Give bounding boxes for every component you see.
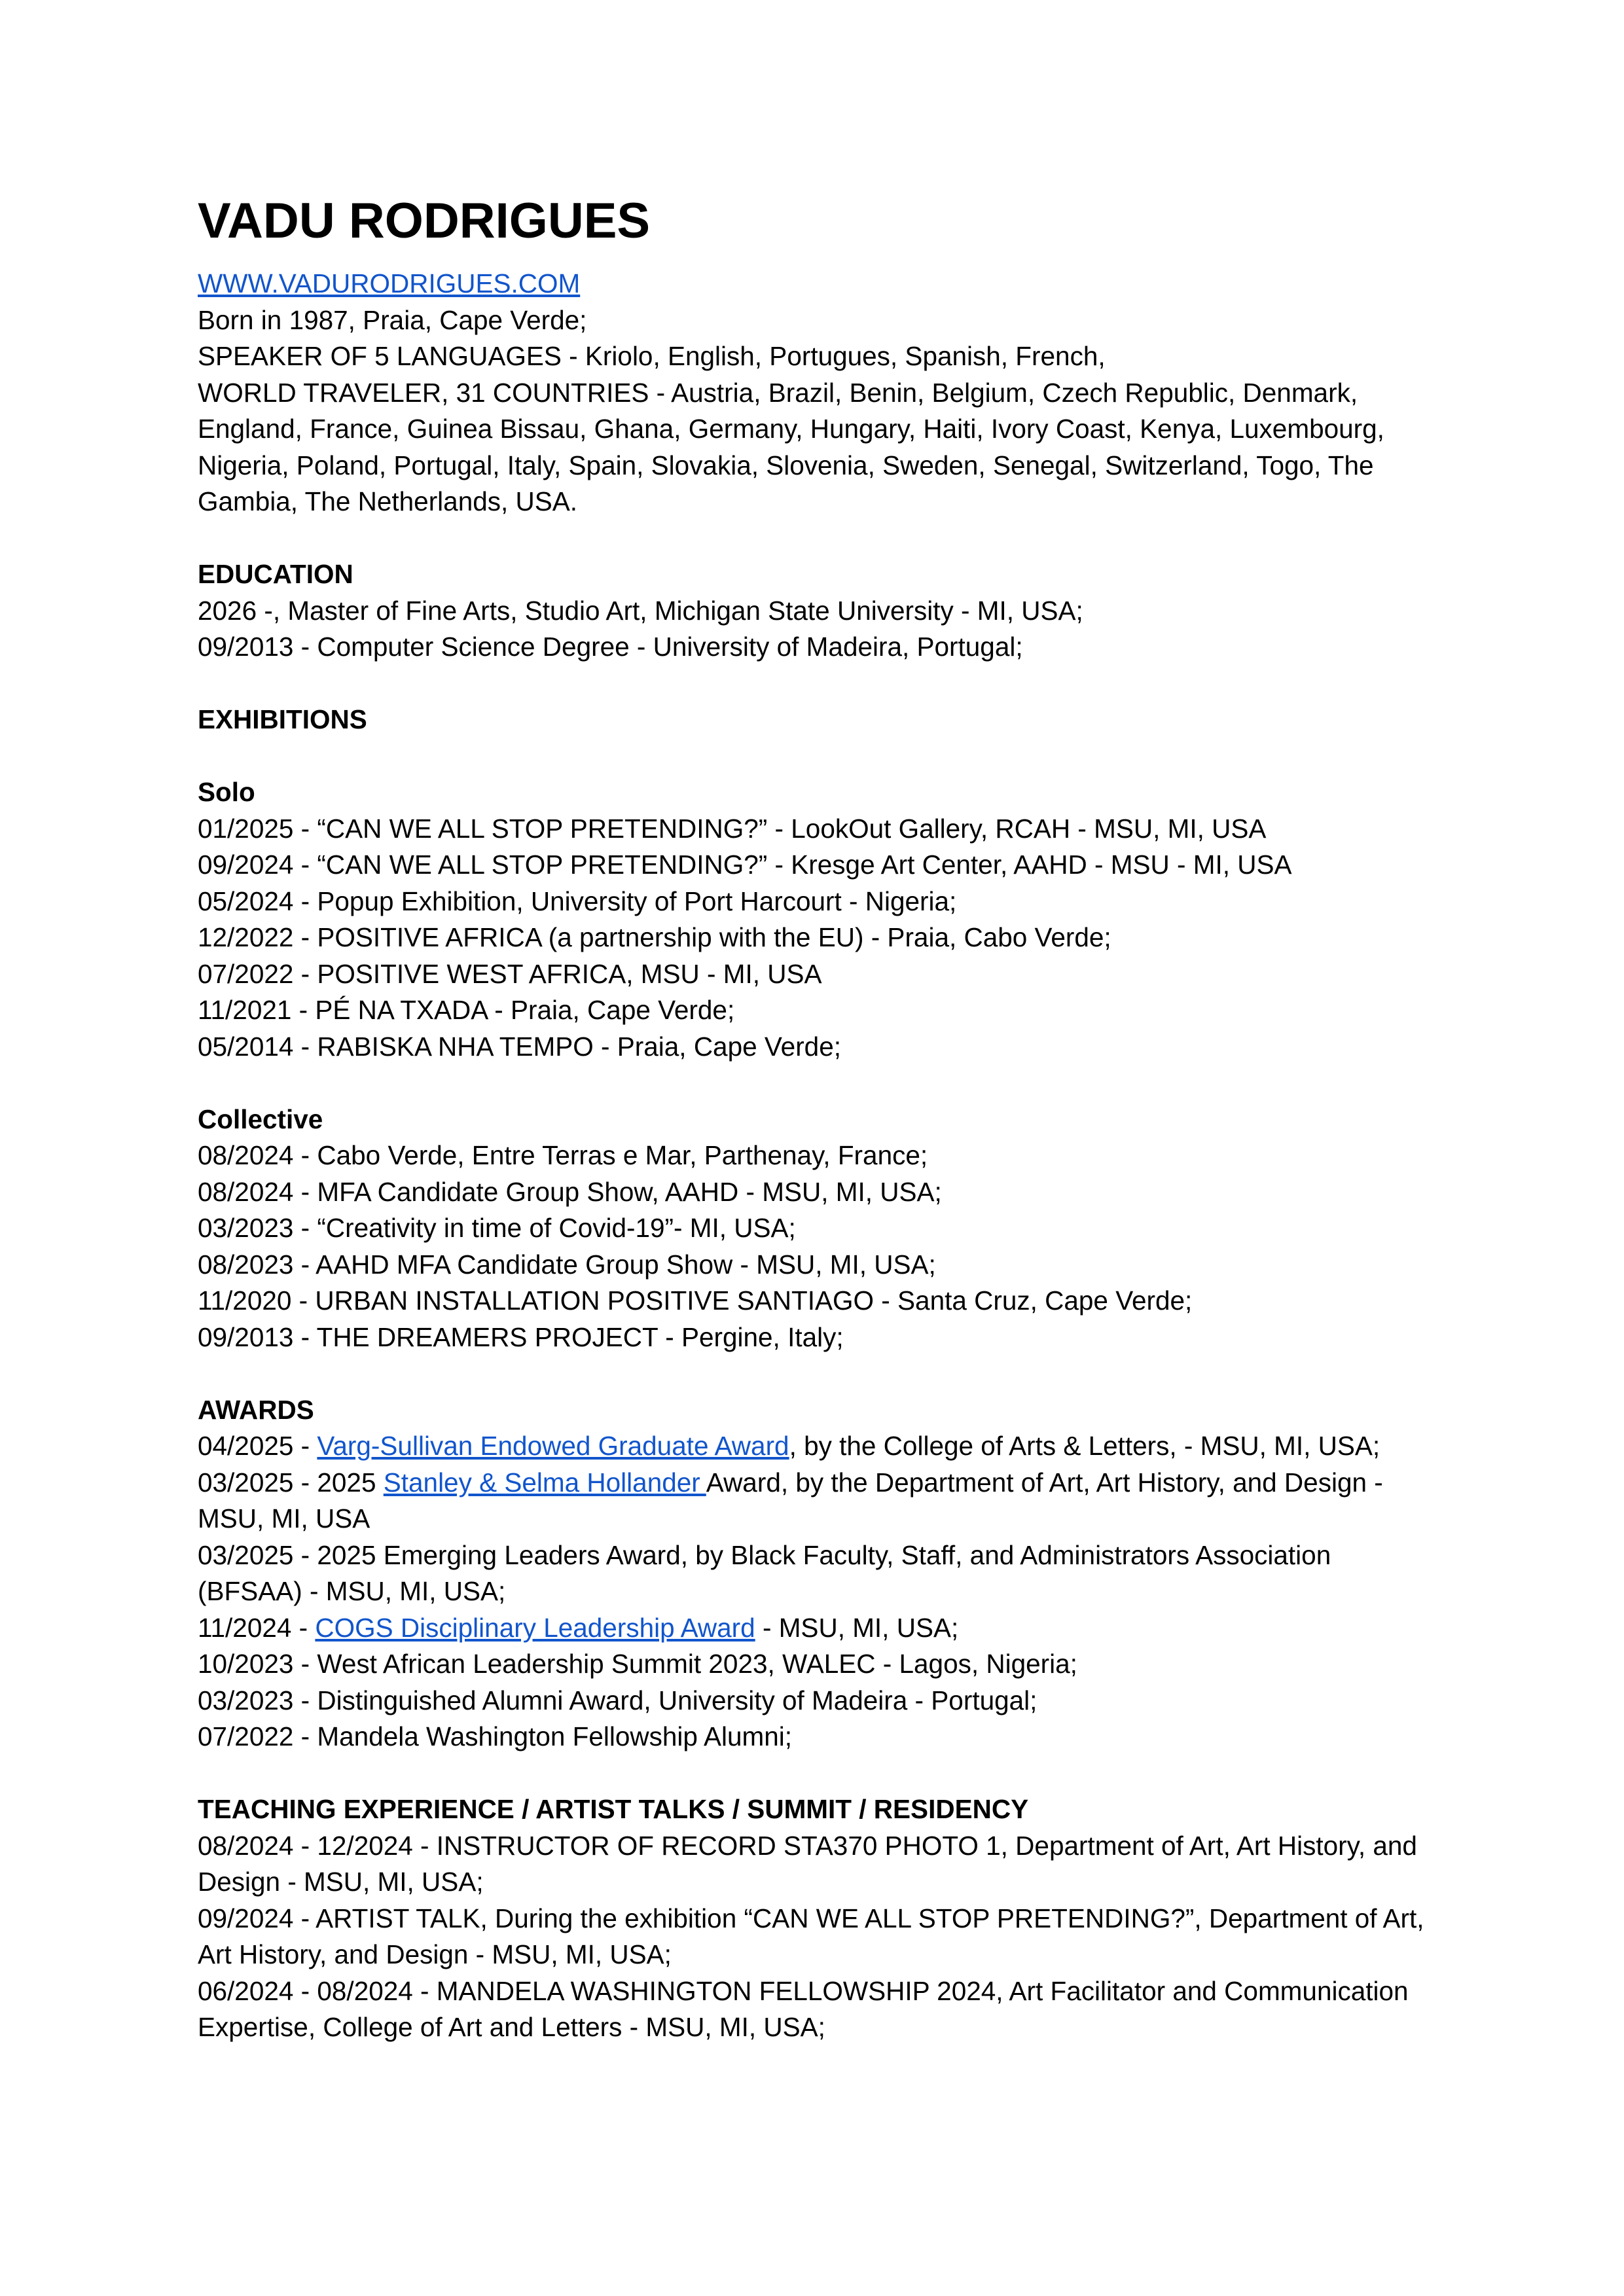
teaching-item: 09/2024 - ARTIST TALK, During the exhibition “CAN WE ALL STOP PRETENDING?”, Department of Art, Art History, and Design - MSU, MI, USA; — [198, 1903, 1424, 1969]
spacer — [198, 1065, 1441, 1102]
spacer — [198, 738, 1441, 775]
award-detail: , by the College of Arts & Letters, - MSU, MI, USA; — [789, 1431, 1380, 1461]
subheading-solo: Solo — [198, 777, 255, 807]
award-date: 03/2025 - 2025 — [198, 1467, 384, 1498]
award-link-cogs[interactable]: COGS Disciplinary Leadership Award — [315, 1612, 755, 1643]
collective-exhibition-item: 08/2024 - MFA Candidate Group Show, AAHD - MSU, MI, USA; — [198, 1176, 942, 1207]
solo-exhibition-item: 05/2014 - RABISKA NHA TEMPO - Praia, Cape Verde; — [198, 1031, 841, 1062]
award-link-varg-sullivan[interactable]: Varg-Sullivan Endowed Graduate Award — [317, 1431, 789, 1461]
award-item: 03/2025 - 2025 Emerging Leaders Award, by Black Faculty, Staff, and Administrators Association (BFSAA) - MSU, MI, USA; — [198, 1539, 1331, 1606]
spacer — [198, 520, 1441, 557]
award-item: 07/2022 - Mandela Washington Fellowship Alumni; — [198, 1721, 793, 1751]
spacer — [198, 1755, 1441, 1792]
teaching-item: 06/2024 - 08/2024 - MANDELA WASHINGTON FELLOWSHIP 2024, Art Facilitator and Communication Expertise, College of Art and Letters - MSU, MI, USA; — [198, 1975, 1409, 2042]
subheading-collective: Collective — [198, 1103, 323, 1134]
intro-languages: SPEAKER OF 5 LANGUAGES - Kriolo, English, Portugues, Spanish, French, — [198, 341, 1106, 371]
page-title: VADU RODRIGUES — [198, 193, 651, 249]
solo-exhibition-item: 07/2022 - POSITIVE WEST AFRICA, MSU - MI, USA — [198, 958, 822, 989]
award-item — [198, 1428, 1441, 1465]
solo-exhibition-item: 12/2022 - POSITIVE AFRICA (a partnership with the EU) - Praia, Cabo Verde; — [198, 922, 1111, 952]
intro-traveler: WORLD TRAVELER, 31 COUNTRIES - Austria, Brazil, Benin, Belgium, Czech Republic, Denmark, England, France, Guinea Bissau, Ghana, Germany, Hungary, Haiti, Ivory Coast, Kenya, Luxembourg, Nigeria, Poland, Portugal, Italy, Spain, Slovakia, Slovenia, Sweden, Senegal, Switzerland, Togo, The Gambia, The Netherlands, USA. — [198, 377, 1384, 516]
award-item: 10/2023 - West African Leadership Summit 2023, WALEC - Lagos, Nigeria; — [198, 1649, 1077, 1679]
solo-exhibition-item: 11/2021 - PÉ NA TXADA - Praia, Cape Verde; — [198, 995, 735, 1025]
cv-document — [198, 190, 1441, 2046]
education-item: 2026 -, Master of Fine Arts, Studio Art, Michigan State University - MI, USA; — [198, 595, 1083, 626]
award-item — [198, 1610, 1441, 1647]
solo-exhibition-item: 05/2024 - Popup Exhibition, University of Port Harcourt - Nigeria; — [198, 886, 957, 916]
award-link-hollander[interactable]: Stanley & Selma Hollander — [383, 1467, 706, 1498]
section-heading-awards: AWARDS — [198, 1394, 314, 1425]
section-heading-exhibitions: EXHIBITIONS — [198, 704, 367, 734]
section-heading-education: EDUCATION — [198, 559, 353, 589]
spacer — [198, 666, 1441, 702]
collective-exhibition-item: 11/2020 - URBAN INSTALLATION POSITIVE SANTIAGO - Santa Cruz, Cape Verde; — [198, 1285, 1193, 1316]
award-item — [198, 1465, 1441, 1537]
award-item: 03/2023 - Distinguished Alumni Award, University of Madeira - Portugal; — [198, 1685, 1038, 1715]
award-detail: Award, by the Department of Art, Art History, and Design - MSU, MI, USA — [198, 1467, 1383, 1534]
collective-exhibition-item: 09/2013 - THE DREAMERS PROJECT - Pergine, Italy; — [198, 1321, 844, 1352]
website-line — [198, 266, 1441, 302]
solo-exhibition-item: 09/2024 - “CAN WE ALL STOP PRETENDING?” - Kresge Art Center, AAHD - MSU - MI, USA — [198, 850, 1292, 880]
website-link[interactable]: WWW.VADURODRIGUES.COM — [198, 268, 581, 298]
education-item: 09/2013 - Computer Science Degree - University of Madeira, Portugal; — [198, 632, 1023, 662]
collective-exhibition-item: 03/2023 - “Creativity in time of Covid-19”- MI, USA; — [198, 1213, 796, 1243]
collective-exhibition-item: 08/2024 - Cabo Verde, Entre Terras e Mar, Parthenay, France; — [198, 1140, 928, 1170]
award-detail: - MSU, MI, USA; — [755, 1612, 959, 1643]
collective-exhibition-item: 08/2023 - AAHD MFA Candidate Group Show - MSU, MI, USA; — [198, 1249, 936, 1280]
section-heading-teaching: TEACHING EXPERIENCE / ARTIST TALKS / SUMMIT / RESIDENCY — [198, 1794, 1029, 1824]
intro-born: Born in 1987, Praia, Cape Verde; — [198, 304, 587, 335]
spacer — [198, 1355, 1441, 1392]
award-date: 04/2025 - — [198, 1431, 317, 1461]
solo-exhibition-item: 01/2025 - “CAN WE ALL STOP PRETENDING?” - LookOut Gallery, RCAH - MSU, MI, USA — [198, 813, 1267, 844]
award-date: 11/2024 - — [198, 1612, 316, 1643]
teaching-item: 08/2024 - 12/2024 - INSTRUCTOR OF RECORD STA370 PHOTO 1, Department of Art, Art History, and Design - MSU, MI, USA; — [198, 1830, 1417, 1897]
